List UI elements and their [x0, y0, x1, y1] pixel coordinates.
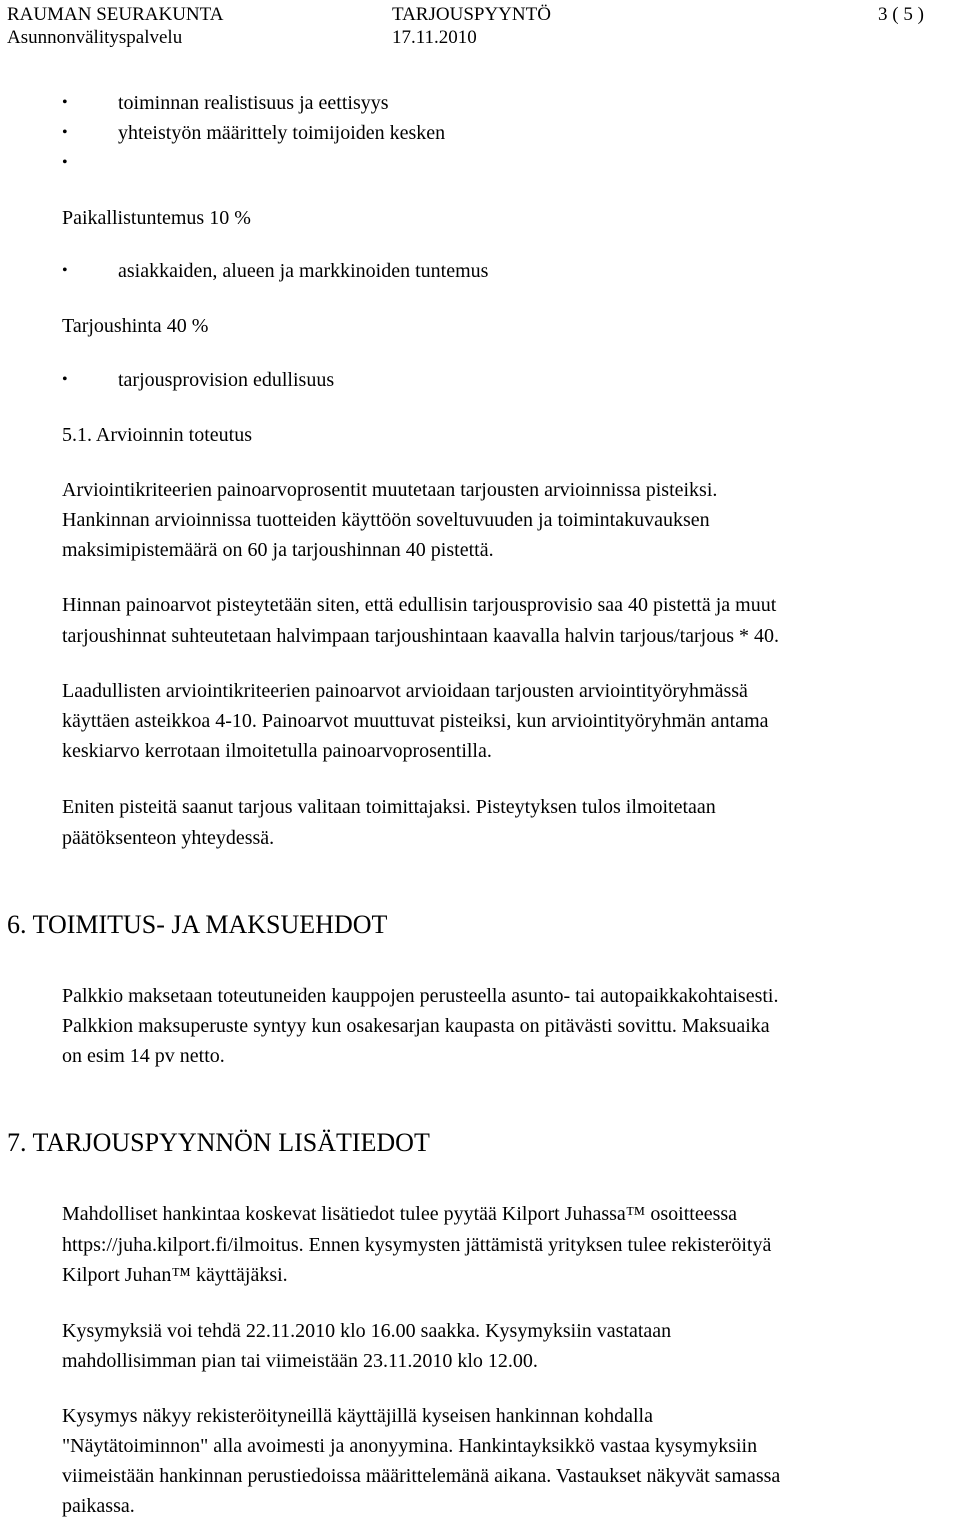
bullet-icon: •	[62, 154, 68, 171]
paragraph-line: päätöksenteon yhteydessä.	[62, 827, 275, 849]
paragraph-line: https://juha.kilport.fi/ilmoitus. Ennen kysymysten jättämistä yrityksen tulee rekisteröityä	[62, 1234, 772, 1256]
paragraph-line: Palkkion maksuperuste syntyy kun osakesarjan kaupasta on pitävästi sovittu. Maksuaika	[62, 1015, 770, 1037]
paragraph-line: Kysymyksiä voi tehdä 22.11.2010 klo 16.00 saakka. Kysymyksiin vastataan	[62, 1320, 672, 1342]
paragraph-line: Arviointikriteerien painoarvoprosentit muutetaan tarjousten arvioinnissa pisteiksi.	[62, 479, 718, 501]
org-name: RAUMAN SEURAKUNTA	[7, 4, 224, 25]
paragraph-line: keskiarvo kerrotaan ilmoitetulla painoarvoprosentilla.	[62, 740, 492, 762]
bullet-icon: •	[62, 94, 68, 111]
paragraph-line: viimeistään hankinnan perustiedoissa määrittelemänä aikana. Vastaukset näkyvät samassa	[62, 1465, 781, 1487]
paragraph-line: käyttäen asteikkoa 4-10. Painoarvot muuttuvat pisteiksi, kun arviointityöryhmän antama	[62, 710, 769, 732]
bullet-icon: •	[62, 124, 68, 141]
paragraph-line: "Näytätoiminnon" alla avoimesti ja anonyymina. Hankintayksikkö vastaa kysymyksiin	[62, 1435, 758, 1457]
list-item-text: tarjousprovision edullisuus	[118, 369, 335, 391]
paragraph-line: Hinnan painoarvot pisteytetään siten, että edullisin tarjousprovisio saa 40 pistettä ja muut	[62, 594, 777, 616]
list-item-text: yhteistyön määrittely toimijoiden kesken	[118, 122, 446, 144]
doc-date: 17.11.2010	[392, 27, 477, 48]
bullet-icon: •	[62, 371, 68, 388]
list-item-text: toiminnan realistisuus ja eettisyys	[118, 92, 389, 114]
paragraph-line: Palkkio maksetaan toteutuneiden kauppojen perusteella asunto- tai autopaikkakohtaisesti.	[62, 985, 779, 1007]
paragraph-line: Eniten pisteitä saanut tarjous valitaan toimittajaksi. Pisteytyksen tulos ilmoitetaan	[62, 796, 716, 818]
paragraph-line: maksimipistemäärä on 60 ja tarjoushinnan 40 pistettä.	[62, 539, 494, 561]
price-heading: Tarjoushinta 40 %	[62, 315, 209, 337]
bullet-icon: •	[62, 262, 68, 279]
doc-type: TARJOUSPYYNTÖ	[392, 4, 551, 25]
paragraph-line: Kysymys näkyy rekisteröityneillä käyttäjillä kyseisen hankinnan kohdalla	[62, 1405, 653, 1427]
paragraph-line: Hankinnan arvioinnissa tuotteiden käyttöön soveltuvuuden ja toimintakuvauksen	[62, 509, 710, 531]
paragraph-line: Laadullisten arviointikriteerien painoarvot arvioidaan tarjousten arviointityöryhmässä	[62, 680, 748, 702]
paragraph-line: tarjoushinnat suhteutetaan halvimpaan tarjoushintaan kaavalla halvin tarjous/tarjous * 40.	[62, 625, 780, 647]
paragraph-line: mahdollisimman pian tai viimeistään 23.11.2010 klo 12.00.	[62, 1350, 538, 1372]
section-6-title: 6. TOIMITUS- JA MAKSUEHDOT	[7, 910, 388, 939]
section-5-1-title: 5.1. Arvioinnin toteutus	[62, 424, 252, 446]
page-number: 3 ( 5 )	[878, 4, 924, 25]
section-7-title: 7. TARJOUSPYYNNÖN LISÄTIEDOT	[7, 1128, 430, 1157]
paragraph-line: paikassa.	[62, 1495, 135, 1517]
paragraph-line: on esim 14 pv netto.	[62, 1045, 225, 1067]
paragraph-line: Mahdolliset hankintaa koskevat lisätiedot tulee pyytää Kilport Juhassa™ osoitteessa	[62, 1203, 738, 1225]
list-item-text: asiakkaiden, alueen ja markkinoiden tuntemus	[118, 260, 489, 282]
unit-name: Asunnonvälityspalvelu	[7, 27, 183, 48]
local-knowledge-heading: Paikallistuntemus 10 %	[62, 207, 251, 229]
paragraph-line: Kilport Juhan™ käyttäjäksi.	[62, 1264, 288, 1286]
